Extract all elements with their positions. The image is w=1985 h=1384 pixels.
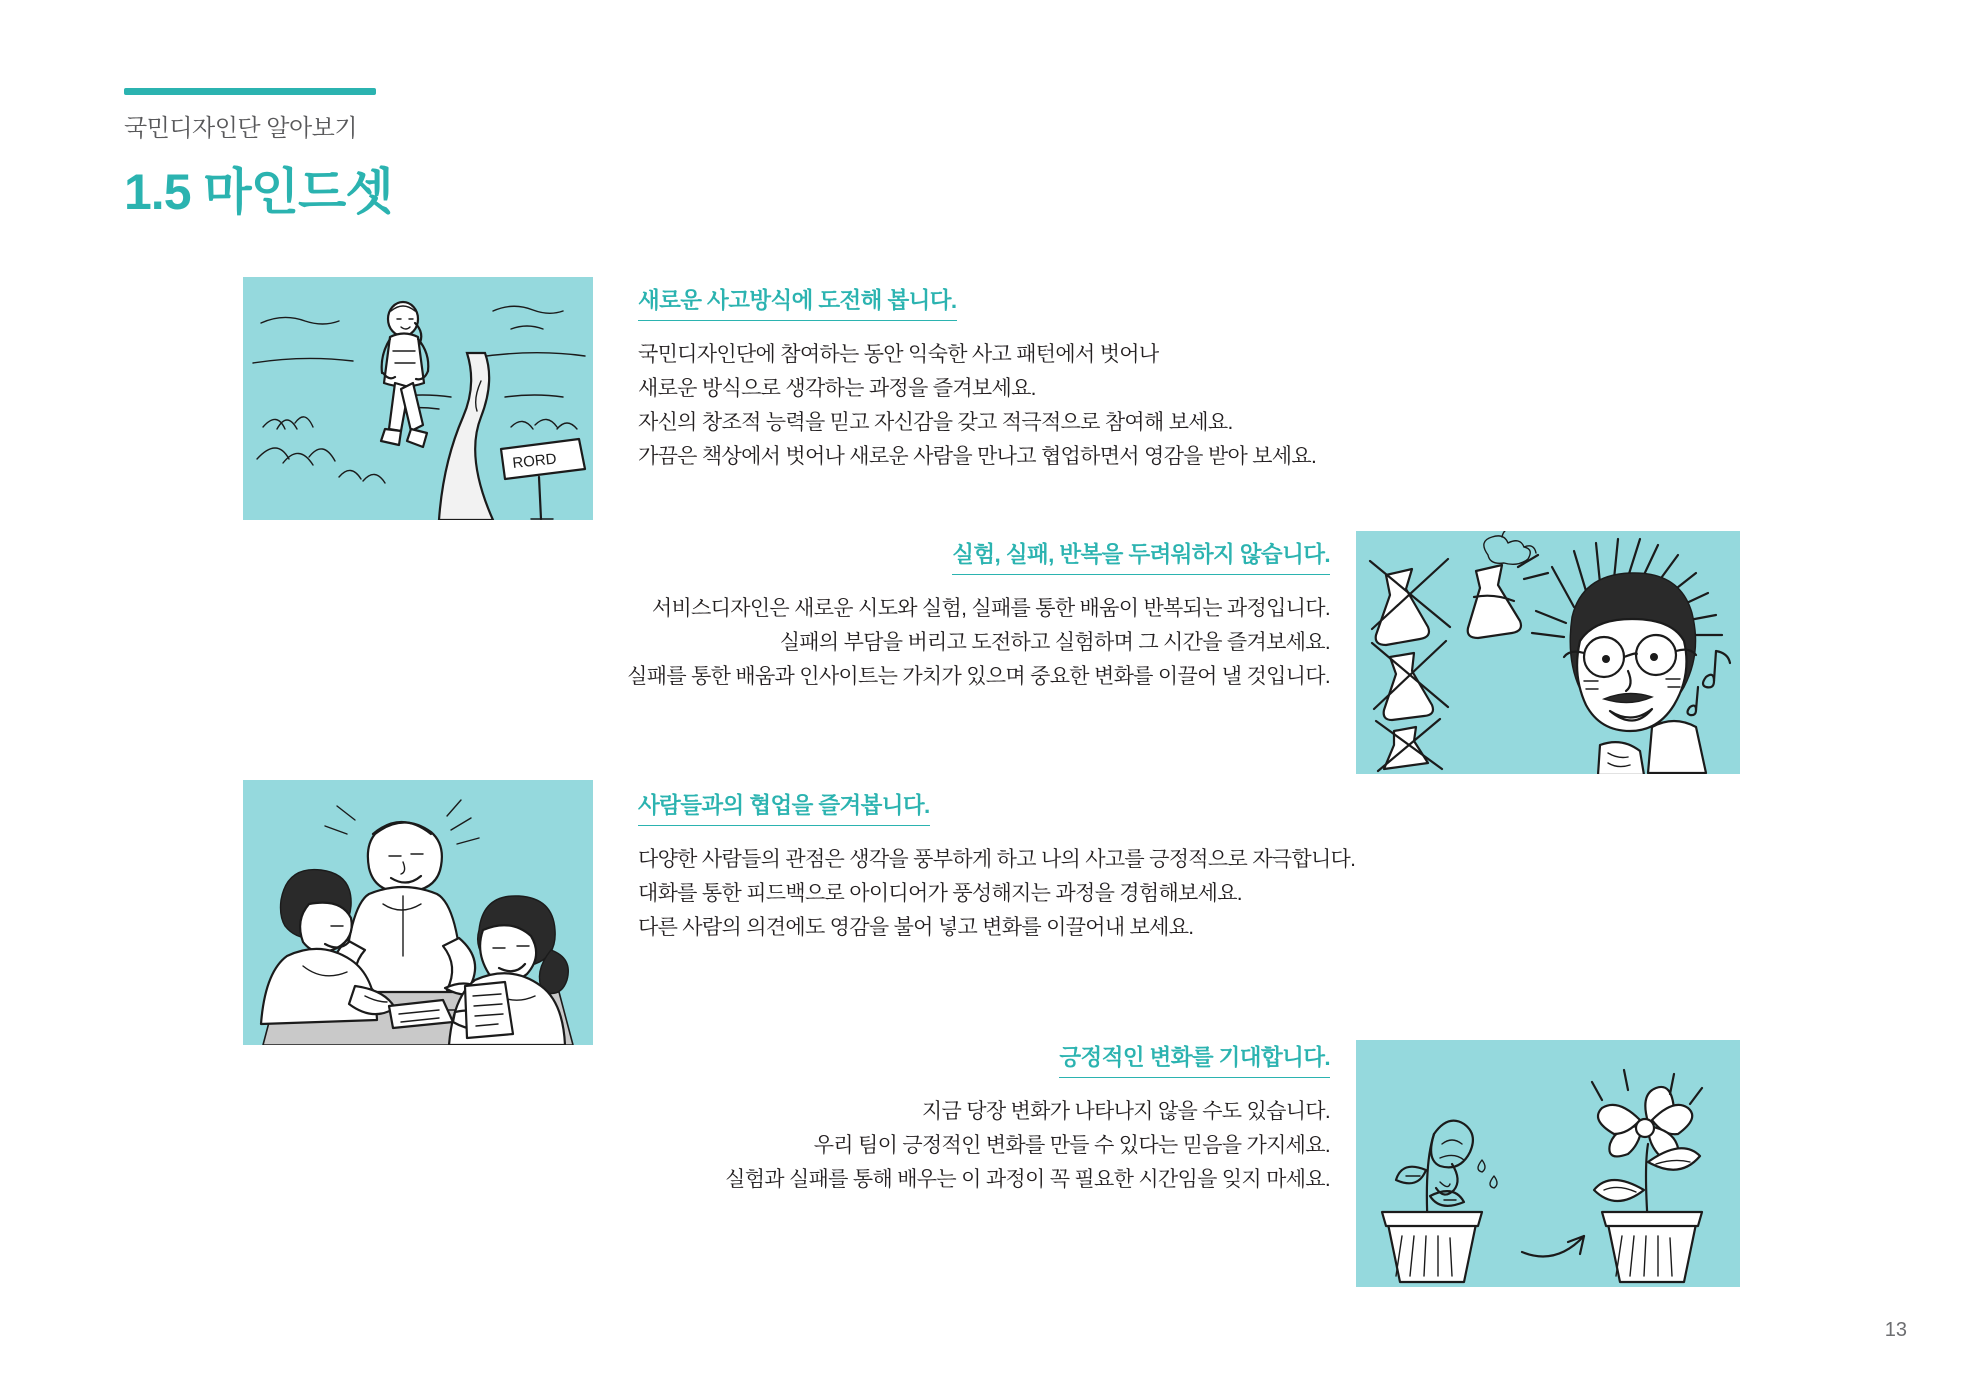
block1-lines [638, 338, 1818, 474]
block3-line-3: 다른 사람의 의견에도 영감을 불어 넣고 변화를 이끌어내 보세요. [638, 916, 1194, 939]
block1-line-4: 가끔은 책상에서 벗어나 새로운 사람을 만나고 협업하면서 영감을 받아 보세요. [638, 445, 1317, 468]
walker-on-road-illustration [243, 277, 593, 520]
block2-line-2: 실패의 부담을 버리고 도전하고 실험하며 그 시간을 즐겨보세요. [779, 631, 1330, 654]
block1-line-2: 새로운 방식으로 생각하는 과정을 즐겨보세요. [638, 377, 1036, 400]
block2-line-1: 서비스디자인은 새로운 시도와 실험, 실패를 통한 배움이 반복되는 과정입니다. [651, 597, 1330, 620]
block4-lines [420, 1095, 1330, 1197]
block3-line-1: 다양한 사람들의 관점은 생각을 풍부하게 하고 나의 사고를 긍정적으로 자극합니다. [638, 848, 1356, 871]
scientist-experiment-illustration [1356, 531, 1740, 774]
road-sign-label: RORD [511, 450, 558, 472]
block1-line-1: 국민디자인단에 참여하는 동안 익숙한 사고 패턴에서 벗어나 [638, 343, 1159, 366]
block4-heading: 긍정적인 변화를 기대합니다. [1059, 1040, 1330, 1078]
team-collaboration-illustration [243, 780, 593, 1045]
page-header [124, 88, 824, 224]
block3-text [638, 788, 1818, 945]
block2-lines [420, 592, 1330, 694]
block4-line-2: 우리 팀이 긍정적인 변화를 만들 수 있다는 믿음을 가지세요. [813, 1134, 1330, 1157]
block1-heading: 새로운 사고방식에 도전해 봅니다. [638, 283, 957, 321]
header-kicker: 국민디자인단 알아보기 [124, 115, 358, 142]
block3-lines [638, 843, 1818, 945]
block2-heading: 실험, 실패, 반복을 두려워하지 않습니다. [952, 537, 1330, 575]
block1-text [638, 283, 1818, 474]
block2-text [420, 537, 1330, 694]
block4-text [420, 1040, 1330, 1197]
block4-line-3: 실험과 실패를 통해 배우는 이 과정이 꼭 필요한 시간임을 잊지 마세요. [725, 1168, 1330, 1191]
block4-line-1: 지금 당장 변화가 나타나지 않을 수도 있습니다. [921, 1100, 1330, 1123]
block3-line-2: 대화를 통한 피드백으로 아이디어가 풍성해지는 과정을 경험해보세요. [638, 882, 1242, 905]
header-accent-rule [124, 88, 376, 95]
page-title: 1.5 마인드셋 [124, 164, 393, 220]
block1-line-3: 자신의 창조적 능력을 믿고 자신감을 갖고 적극적으로 참여해 보세요. [638, 411, 1233, 434]
block3-heading: 사람들과의 협업을 즐겨봅니다. [638, 788, 930, 826]
wilting-to-blooming-plant-illustration [1356, 1040, 1740, 1287]
page-number: 13 [1884, 1319, 1907, 1341]
block2-line-3: 실패를 통한 배움과 인사이트는 가치가 있으며 중요한 변화를 이끌어 낼 것입니다. [627, 665, 1330, 688]
